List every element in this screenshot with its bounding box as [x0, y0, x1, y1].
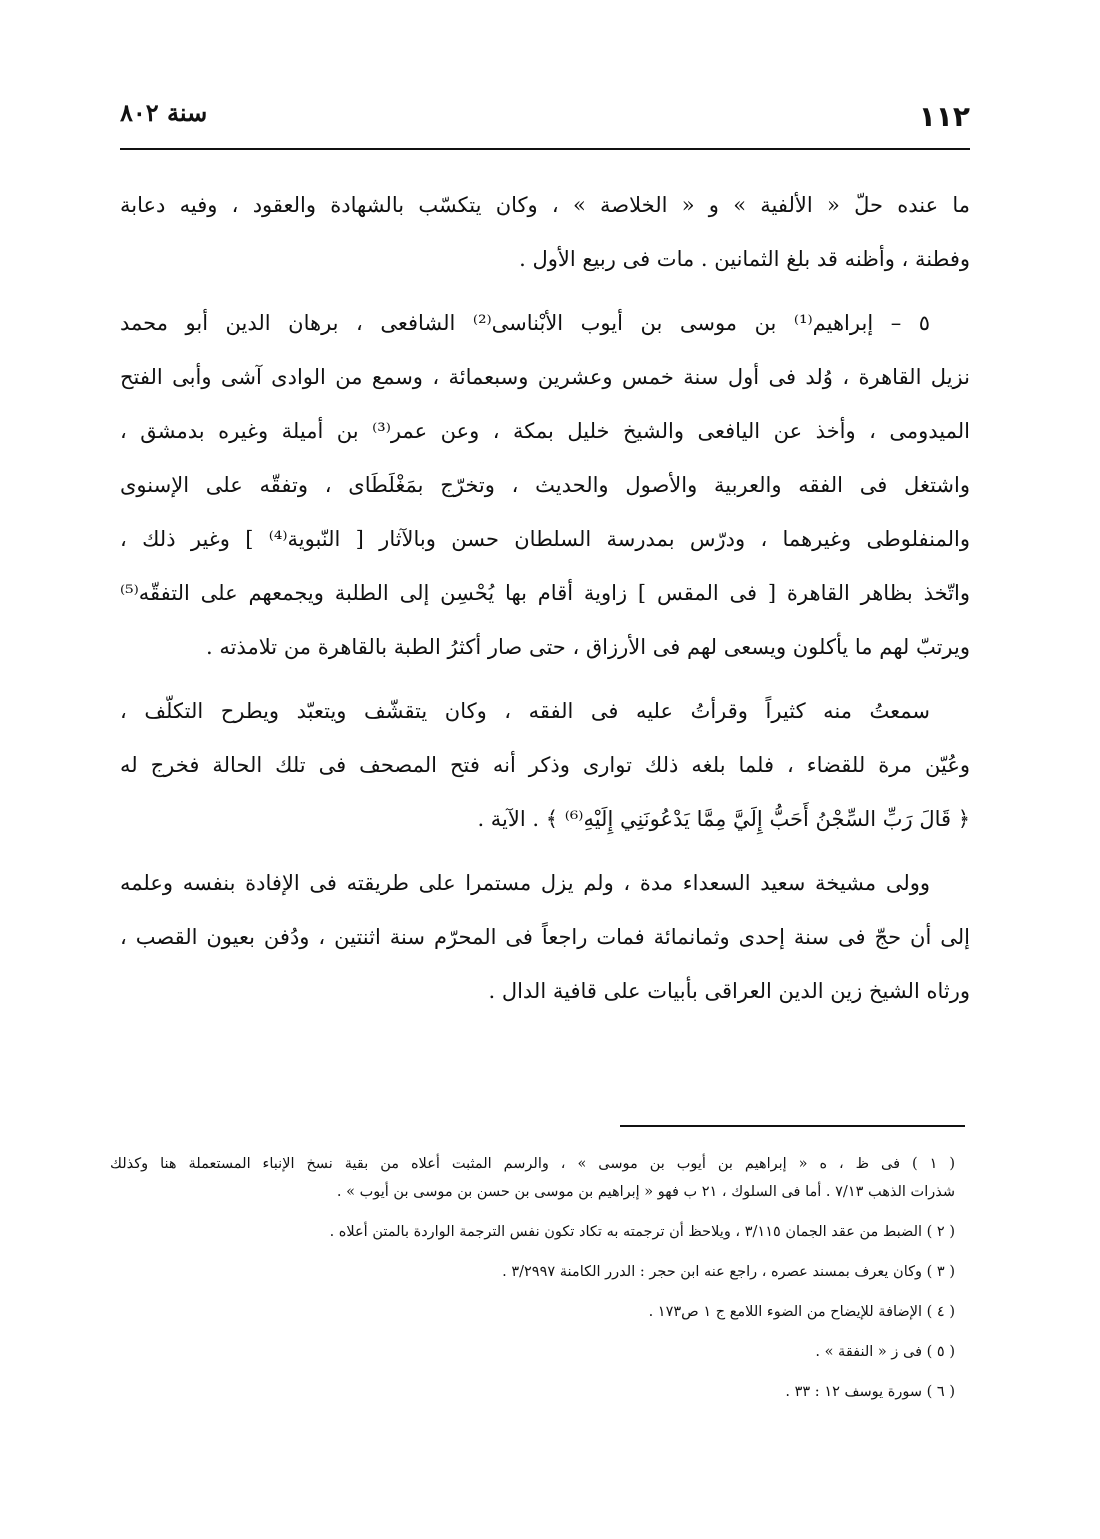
footnote-2: ( ٢ ) الضبط من عقد الجمان ٣/١١٥ ، ويلاحظ أن ترجمته به تكاد تكون نفس الترجمة الواردة بالمتن أعلاه . [329, 1224, 955, 1240]
main-text [120, 178, 970, 1018]
footnote-line: شذرات الذهب ٧/١٣ . أما فى السلوك ، ٢١ ب فهو « إبراهيم بن موسى بن حسن بن موسى بن أيوب » . [336, 1184, 955, 1200]
quran-verse-line: ﴿ قَالَ رَبِّ السِّجْنُ أَحَبُّ إِلَيَّ مِمَّا يَدْعُونَنِي إِلَيْهِ⁽⁶⁾ ﴾ . الآية . [477, 807, 970, 831]
footnote-3: ( ٣ ) وكان يعرف بمسند عصره ، راجع عنه ابن حجر : الدرر الكامنة ٣/٢٩٩٧ . [502, 1264, 955, 1280]
footnote-6: ( ٦ ) سورة يوسف ١٢ : ٣٣ . [785, 1384, 955, 1400]
footnote-1 [110, 1150, 955, 1206]
text-line: واتّخذ بظاهر القاهرة [ فى المقس ] زاوية أقام بها يُحْسِن إلى الطلبة ويجمعهم على التفقّه⁽⁵⁾ [120, 581, 970, 605]
page-number: ١١٢ [918, 100, 970, 133]
footnotes [110, 1150, 955, 1406]
text-line: ٥ – إبراهيم⁽¹⁾ بن موسى بن أيوب الأبْناسى⁽²⁾ الشافعى ، برهان الدين أبو محمد [120, 311, 930, 335]
text-line: ويرتبّ لهم ما يأكلون ويسعى لهم فى الأرزاق ، حتى صار أكثرُ الطبة بالقاهرة من تلامذته . [206, 635, 970, 659]
text-line: الميدومى ، وأخذ عن اليافعى والشيخ خليل بمكة ، وعن عمر⁽³⁾ بن أميلة وغيره بدمشق ، [120, 419, 970, 443]
footnote-5: ( ٥ ) فى ز « النفقة » . [815, 1344, 955, 1360]
text-line: ورثاه الشيخ زين الدين العراقى بأبيات على قافية الدال . [488, 979, 970, 1003]
running-head: سنة ٨٠٢ [120, 98, 208, 127]
text-line: وفطنة ، وأظنه قد بلغ الثمانين . مات فى ربيع الأول . [519, 247, 970, 271]
text-line: نزيل القاهرة ، وُلد فى أول سنة خمس وعشرين وسبعمائة ، وسمع من الوادى آشى وأبى الفتح [120, 365, 970, 389]
text-line: واشتغل فى الفقه والعربية والأصول والحديث ، وتخرّج بمَغْلَطَاى ، وتفقّه على الإسنوى [120, 473, 970, 497]
page-header [120, 96, 970, 150]
text-line: ما عنده حلّ « الألفية » و « الخلاصة » ، وكان يتكسّب بالشهادة والعقود ، وفيه دعابة [120, 193, 970, 217]
text-line: وعُيّن مرة للقضاء ، فلما بلغه ذلك توارى وذكر أنه فتح المصحف فى تلك الحالة فخرج له [120, 753, 970, 777]
footnote-4: ( ٤ ) الإضافة للإيضاح من الضوء اللامع ج ١ ص١٧٣ . [648, 1304, 955, 1320]
text-line: إلى أن حجّ فى سنة إحدى وثمانمائة فمات راجعاً فى المحرّم سنة اثنتين ، ودُفن بعيون القصب ، [120, 925, 970, 949]
text-line: والمنفلوطى وغيرهما ، ودرّس بمدرسة السلطان حسن وبالآثار [ النّبوية⁽⁴⁾ ] وغير ذلك ، [120, 527, 970, 551]
text-line: سمعتُ منه كثيراً وقرأتُ عليه فى الفقه ، وكان يتقشّف ويتعبّد ويطرح التكلّف ، [120, 699, 930, 723]
footnote-divider [620, 1125, 965, 1127]
text-line: وولى مشيخة سعيد السعداء مدة ، ولم يزل مستمرا على طريقته فى الإفادة بنفسه وعلمه [120, 871, 930, 895]
footnote-line: ( ١ ) فى ظ ، ه « إبراهيم بن أيوب بن موسى » ، والرسم المثبت أعلاه من بقية نسخ الإنباء المستعملة هنا وكذلك [110, 1156, 955, 1172]
